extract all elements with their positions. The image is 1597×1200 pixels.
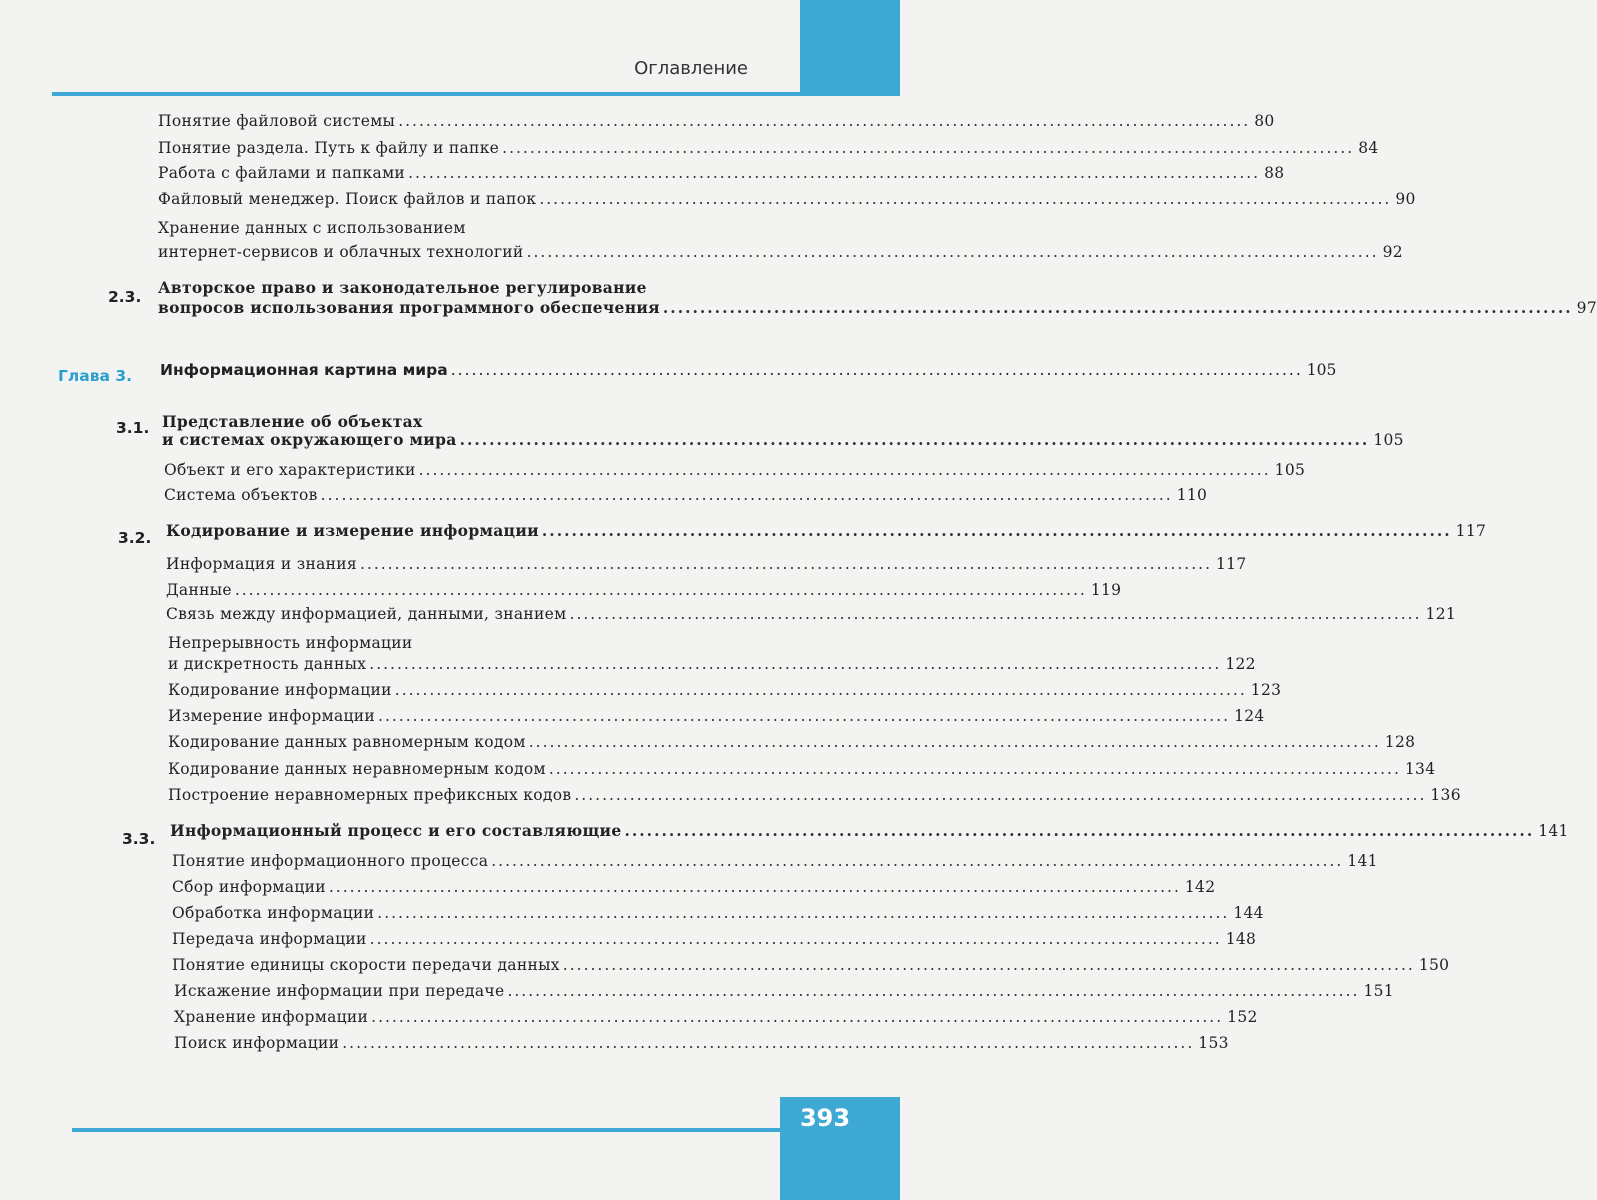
page-ref: 90 <box>1395 190 1416 208</box>
section-entry: Кодирование и измерение информации ........................................................................................................................... 117 <box>166 521 1487 540</box>
header-rule <box>52 92 800 96</box>
section-entry: вопросов использования программного обеспечения ........................................................................................................................... 97 <box>158 298 1597 317</box>
section-number: 3.1. <box>116 419 150 437</box>
toc-entry: Связь между информацией, данными, знанием ........................................................................................................................... 121 <box>166 605 1457 623</box>
page-ref: 110 <box>1176 486 1208 504</box>
section-entry: и системах окружающего мира ........................................................................................................................... 105 <box>162 430 1404 449</box>
page-ref: 141 <box>1347 852 1378 870</box>
toc-entry: Поиск информации ........................................................................................................................... 153 <box>174 1034 1229 1052</box>
header-tab <box>800 0 900 96</box>
toc-entry: Файловый менеджер. Поиск файлов и папок ........................................................................................................................... 90 <box>158 190 1416 208</box>
page-ref: 141 <box>1538 822 1569 840</box>
toc-entry: Искажение информации при передаче ........................................................................................................................... 151 <box>174 982 1394 1000</box>
page-ref: 148 <box>1225 930 1257 948</box>
toc-entry-line1: Непрерывность информации <box>168 634 413 652</box>
page-ref: 117 <box>1216 555 1247 573</box>
section-title-line1: Авторское право и законодательное регулирование <box>158 278 647 297</box>
page-ref: 153 <box>1198 1034 1229 1052</box>
page-ref: 119 <box>1090 581 1122 599</box>
page-ref: 128 <box>1384 733 1416 751</box>
page-number: 393 <box>799 1104 851 1132</box>
page-ref: 124 <box>1234 707 1265 725</box>
toc-entry-line1: Хранение данных с использованием <box>158 219 466 237</box>
toc-entry: Передача информации ........................................................................................................................... 148 <box>172 930 1257 948</box>
toc-entry: Система объектов ........................................................................................................................... 110 <box>164 486 1208 504</box>
section-number: 3.2. <box>118 529 152 547</box>
page-ref: 117 <box>1455 522 1487 540</box>
page-ref: 105 <box>1306 361 1337 379</box>
toc-entry: Сбор информации ........................................................................................................................... 142 <box>172 878 1216 896</box>
section-number: 3.3. <box>122 830 156 848</box>
toc-entry: Кодирование информации ........................................................................................................................... 123 <box>168 681 1282 699</box>
toc-entry: Построение неравномерных префиксных кодов ........................................................................................................................... 136 <box>168 786 1461 804</box>
page-ref: 150 <box>1418 956 1450 974</box>
page-ref: 122 <box>1225 655 1256 673</box>
toc-entry: Понятие раздела. Путь к файлу и папке ........................................................................................................................... 84 <box>158 139 1379 157</box>
page-header-title: Оглавление <box>634 58 748 79</box>
toc-entry: Кодирование данных неравномерным кодом ........................................................................................................................... 134 <box>168 760 1436 778</box>
section-entry: Информационный процесс и его составляющие ........................................................................................................................... 141 <box>170 821 1569 840</box>
page-ref: 80 <box>1254 112 1275 130</box>
toc-entry: Объект и его характеристики ........................................................................................................................... 105 <box>164 461 1306 479</box>
section-title-line1: Представление об объектах <box>162 412 423 431</box>
toc-entry: Измерение информации ........................................................................................................................... 124 <box>168 707 1265 725</box>
toc-entry: Понятие файловой системы ........................................................................................................................... 80 <box>158 112 1275 130</box>
toc-entry: Обработка информации ........................................................................................................................... 144 <box>172 904 1264 922</box>
chapter-entry: Информационная картина мира ........................................................................................................................... 105 <box>160 361 1337 379</box>
section-number: 2.3. <box>108 288 142 306</box>
page-ref: 151 <box>1363 982 1394 1000</box>
footer-rule <box>72 1128 780 1132</box>
toc-entry: Работа с файлами и папками ........................................................................................................................... 88 <box>158 164 1285 182</box>
page-ref: 121 <box>1425 605 1457 623</box>
toc-entry: и дискретность данных ........................................................................................................................... 122 <box>168 655 1256 673</box>
page-ref: 142 <box>1184 878 1216 896</box>
page-ref: 136 <box>1430 786 1461 804</box>
page-ref: 105 <box>1373 431 1404 449</box>
toc-entry: Информация и знания ........................................................................................................................... 117 <box>166 555 1247 573</box>
page-ref: 88 <box>1264 164 1285 182</box>
page-ref: 84 <box>1358 139 1379 157</box>
page-ref: 97 <box>1576 299 1597 317</box>
toc-entry: Данные ........................................................................................................................... 119 <box>166 581 1122 599</box>
chapter-label: Глава 3. <box>58 367 133 385</box>
toc-entry: интернет-сервисов и облачных технологий ........................................................................................................................... 92 <box>158 243 1403 261</box>
page-ref: 134 <box>1404 760 1436 778</box>
page-ref: 144 <box>1233 904 1264 922</box>
toc-entry: Кодирование данных равномерным кодом ........................................................................................................................... 128 <box>168 733 1416 751</box>
page-ref: 123 <box>1250 681 1282 699</box>
toc-entry: Понятие единицы скорости передачи данных ........................................................................................................................... 150 <box>172 956 1450 974</box>
toc-entry: Понятие информационного процесса ........................................................................................................................... 141 <box>172 852 1378 870</box>
page-ref: 152 <box>1227 1008 1258 1026</box>
page-ref: 92 <box>1382 243 1403 261</box>
page-ref: 105 <box>1274 461 1306 479</box>
toc-entry: Хранение информации ........................................................................................................................... 152 <box>174 1008 1258 1026</box>
